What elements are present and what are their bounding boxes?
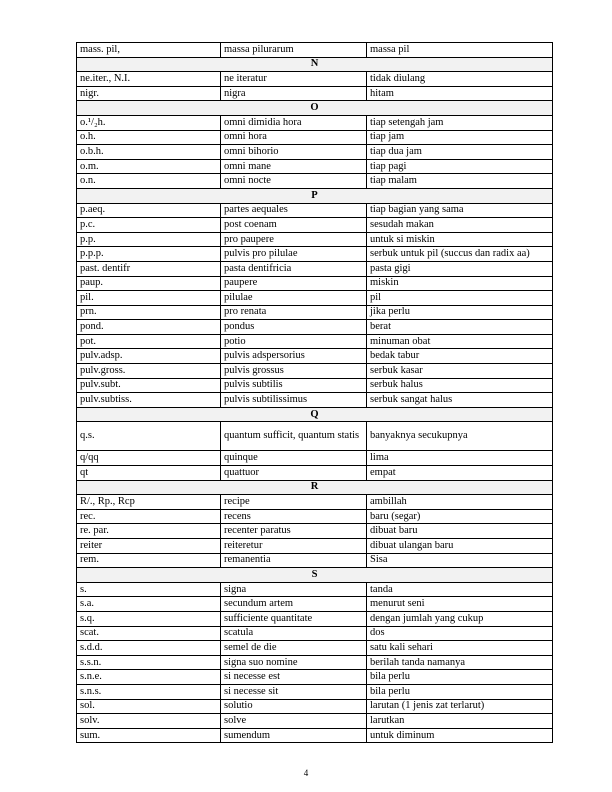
latin-term-cell: pondus	[221, 320, 367, 335]
abbreviation-cell: s.a.	[77, 597, 221, 612]
meaning-cell: serbuk untuk pil (succus dan radix aa)	[367, 247, 553, 262]
section-letter: R	[77, 480, 553, 495]
table-row	[77, 115, 553, 130]
meaning-cell: bila perlu	[367, 670, 553, 685]
meaning-cell: tidak diulang	[367, 72, 553, 87]
table-row	[77, 597, 553, 612]
abbreviation-cell: pulv.subtiss.	[77, 393, 221, 408]
meaning-cell: pasta gigi	[367, 261, 553, 276]
table-row	[77, 159, 553, 174]
latin-term-cell: pilulae	[221, 291, 367, 306]
meaning-cell: dibuat ulangan baru	[367, 539, 553, 554]
abbreviation-cell: sum.	[77, 728, 221, 743]
latin-term-cell: reiteretur	[221, 539, 367, 554]
meaning-cell: minuman obat	[367, 334, 553, 349]
meaning-cell: empat	[367, 466, 553, 481]
latin-term-cell: si necesse est	[221, 670, 367, 685]
meaning-cell: bila perlu	[367, 684, 553, 699]
meaning-cell: tiap malam	[367, 174, 553, 189]
abbreviation-cell: s.q.	[77, 611, 221, 626]
abbreviation-cell: s.	[77, 582, 221, 597]
table-row	[77, 349, 553, 364]
latin-term-cell: sumendum	[221, 728, 367, 743]
abbreviation-cell: pond.	[77, 320, 221, 335]
meaning-cell: dibuat baru	[367, 524, 553, 539]
latin-term-cell: paupere	[221, 276, 367, 291]
latin-term-cell: ne iteratur	[221, 72, 367, 87]
latin-term-cell: recens	[221, 509, 367, 524]
latin-term-cell: nigra	[221, 86, 367, 101]
table-row	[77, 524, 553, 539]
section-header-row	[77, 568, 553, 583]
table-row	[77, 641, 553, 656]
latin-term-cell: omni bihorio	[221, 145, 367, 160]
meaning-cell: jika perlu	[367, 305, 553, 320]
latin-term-cell: solutio	[221, 699, 367, 714]
meaning-cell: untuk si miskin	[367, 232, 553, 247]
latin-term-cell: pasta dentifricia	[221, 261, 367, 276]
meaning-cell: menurut seni	[367, 597, 553, 612]
abbreviation-cell: rem.	[77, 553, 221, 568]
latin-term-cell: potio	[221, 334, 367, 349]
table-row	[77, 466, 553, 481]
table-row	[77, 174, 553, 189]
latin-term-cell: scatula	[221, 626, 367, 641]
abbreviation-cell: o.n.	[77, 174, 221, 189]
meaning-cell: tiap bagian yang sama	[367, 203, 553, 218]
latin-term-cell: pulvis adspersorius	[221, 349, 367, 364]
abbreviation-cell: nigr.	[77, 86, 221, 101]
latin-term-cell: signa	[221, 582, 367, 597]
abbreviation-table	[76, 42, 553, 743]
table-row	[77, 291, 553, 306]
abbreviation-cell: solv.	[77, 714, 221, 729]
abbreviation-table-body	[77, 43, 553, 743]
latin-term-cell: quattuor	[221, 466, 367, 481]
table-row	[77, 232, 553, 247]
table-row	[77, 611, 553, 626]
abbreviation-cell: p.c.	[77, 218, 221, 233]
abbreviation-cell: mass. pil,	[77, 43, 221, 58]
abbreviation-cell: pulv.adsp.	[77, 349, 221, 364]
meaning-cell: sesudah makan	[367, 218, 553, 233]
abbreviation-cell: qt	[77, 466, 221, 481]
section-letter: O	[77, 101, 553, 116]
page-number: 4	[303, 768, 309, 778]
abbreviation-cell: past. dentifr	[77, 261, 221, 276]
section-header-row	[77, 188, 553, 203]
abbreviation-cell: paup.	[77, 276, 221, 291]
meaning-cell: larutkan	[367, 714, 553, 729]
table-row	[77, 684, 553, 699]
abbreviation-cell: p.p.	[77, 232, 221, 247]
meaning-cell: tiap jam	[367, 130, 553, 145]
abbreviation-cell: sol.	[77, 699, 221, 714]
latin-term-cell: si necesse sit	[221, 684, 367, 699]
meaning-cell: hitam	[367, 86, 553, 101]
table-row	[77, 393, 553, 408]
abbreviation-cell: s.s.n.	[77, 655, 221, 670]
meaning-cell: tanda	[367, 582, 553, 597]
abbreviation-cell: o.b.h.	[77, 145, 221, 160]
meaning-cell: banyaknya secukupnya	[367, 422, 553, 451]
latin-term-cell: pulvis grossus	[221, 364, 367, 379]
table-row	[77, 203, 553, 218]
abbreviation-cell: o.h.	[77, 130, 221, 145]
abbreviation-cell: prn.	[77, 305, 221, 320]
latin-term-cell: omni nocte	[221, 174, 367, 189]
table-row	[77, 261, 553, 276]
latin-term-cell: pulvis pro pilulae	[221, 247, 367, 262]
table-row	[77, 670, 553, 685]
abbreviation-cell: o.¹/₂h.	[77, 115, 221, 130]
table-row	[77, 276, 553, 291]
latin-term-cell: post coenam	[221, 218, 367, 233]
table-row	[77, 553, 553, 568]
table-row	[77, 130, 553, 145]
abbreviation-cell: p.aeq.	[77, 203, 221, 218]
meaning-cell: serbuk halus	[367, 378, 553, 393]
meaning-cell: massa pil	[367, 43, 553, 58]
latin-term-cell: omni dimidia hora	[221, 115, 367, 130]
meaning-cell: pil	[367, 291, 553, 306]
latin-term-cell: quinque	[221, 451, 367, 466]
abbreviation-cell: pulv.subt.	[77, 378, 221, 393]
table-row	[77, 86, 553, 101]
abbreviation-cell: re. par.	[77, 524, 221, 539]
meaning-cell: bedak tabur	[367, 349, 553, 364]
meaning-cell: berat	[367, 320, 553, 335]
meaning-cell: tiap pagi	[367, 159, 553, 174]
latin-term-cell: semel de die	[221, 641, 367, 656]
abbreviation-cell: s.n.s.	[77, 684, 221, 699]
abbreviation-cell: pil.	[77, 291, 221, 306]
latin-term-cell: pulvis subtilis	[221, 378, 367, 393]
latin-term-cell: pro paupere	[221, 232, 367, 247]
abbreviation-cell: p.p.p.	[77, 247, 221, 262]
abbreviation-cell: o.m.	[77, 159, 221, 174]
meaning-cell: dengan jumlah yang cukup	[367, 611, 553, 626]
latin-term-cell: massa pilurarum	[221, 43, 367, 58]
latin-term-cell: remanentia	[221, 553, 367, 568]
meaning-cell: berilah tanda namanya	[367, 655, 553, 670]
meaning-cell: serbuk kasar	[367, 364, 553, 379]
abbreviation-cell: R/., Rp., Rcp	[77, 495, 221, 510]
latin-term-cell: omni mane	[221, 159, 367, 174]
table-row	[77, 714, 553, 729]
table-row	[77, 247, 553, 262]
table-row	[77, 334, 553, 349]
section-letter: S	[77, 568, 553, 583]
meaning-cell: untuk diminum	[367, 728, 553, 743]
latin-term-cell: recenter paratus	[221, 524, 367, 539]
section-header-row	[77, 57, 553, 72]
table-row	[77, 72, 553, 87]
section-letter: N	[77, 57, 553, 72]
table-row	[77, 145, 553, 160]
table-row	[77, 699, 553, 714]
table-row	[77, 582, 553, 597]
meaning-cell: satu kali sehari	[367, 641, 553, 656]
latin-term-cell: pro renata	[221, 305, 367, 320]
table-row	[77, 451, 553, 466]
latin-term-cell: pulvis subtilissimus	[221, 393, 367, 408]
table-row	[77, 218, 553, 233]
latin-term-cell: sufficiente quantitate	[221, 611, 367, 626]
section-letter: Q	[77, 407, 553, 422]
table-row	[77, 495, 553, 510]
meaning-cell: tiap dua jam	[367, 145, 553, 160]
meaning-cell: Sisa	[367, 553, 553, 568]
table-row	[77, 305, 553, 320]
latin-term-cell: solve	[221, 714, 367, 729]
abbreviation-cell: ne.iter., N.I.	[77, 72, 221, 87]
section-header-row	[77, 480, 553, 495]
abbreviation-cell: pulv.gross.	[77, 364, 221, 379]
latin-term-cell: omni hora	[221, 130, 367, 145]
table-row	[77, 378, 553, 393]
abbreviation-cell: scat.	[77, 626, 221, 641]
meaning-cell: serbuk sangat halus	[367, 393, 553, 408]
meaning-cell: baru (segar)	[367, 509, 553, 524]
abbreviation-cell: s.n.e.	[77, 670, 221, 685]
section-letter: P	[77, 188, 553, 203]
abbreviation-cell: q/qq	[77, 451, 221, 466]
table-row	[77, 422, 553, 451]
table-row	[77, 539, 553, 554]
section-header-row	[77, 407, 553, 422]
latin-term-cell: quantum sufficit, quantum statis	[221, 422, 367, 451]
meaning-cell: dos	[367, 626, 553, 641]
abbreviation-cell: reiter	[77, 539, 221, 554]
meaning-cell: lima	[367, 451, 553, 466]
table-row	[77, 320, 553, 335]
abbreviation-cell: rec.	[77, 509, 221, 524]
latin-term-cell: signa suo nomine	[221, 655, 367, 670]
latin-term-cell: partes aequales	[221, 203, 367, 218]
abbreviation-cell: q.s.	[77, 422, 221, 451]
table-row	[77, 364, 553, 379]
meaning-cell: miskin	[367, 276, 553, 291]
latin-term-cell: secundum artem	[221, 597, 367, 612]
abbreviation-cell: s.d.d.	[77, 641, 221, 656]
latin-term-cell: recipe	[221, 495, 367, 510]
meaning-cell: ambillah	[367, 495, 553, 510]
section-header-row	[77, 101, 553, 116]
table-row	[77, 728, 553, 743]
table-row	[77, 626, 553, 641]
meaning-cell: larutan (1 jenis zat terlarut)	[367, 699, 553, 714]
meaning-cell: tiap setengah jam	[367, 115, 553, 130]
table-row	[77, 655, 553, 670]
table-row	[77, 509, 553, 524]
abbreviation-cell: pot.	[77, 334, 221, 349]
table-row	[77, 43, 553, 58]
